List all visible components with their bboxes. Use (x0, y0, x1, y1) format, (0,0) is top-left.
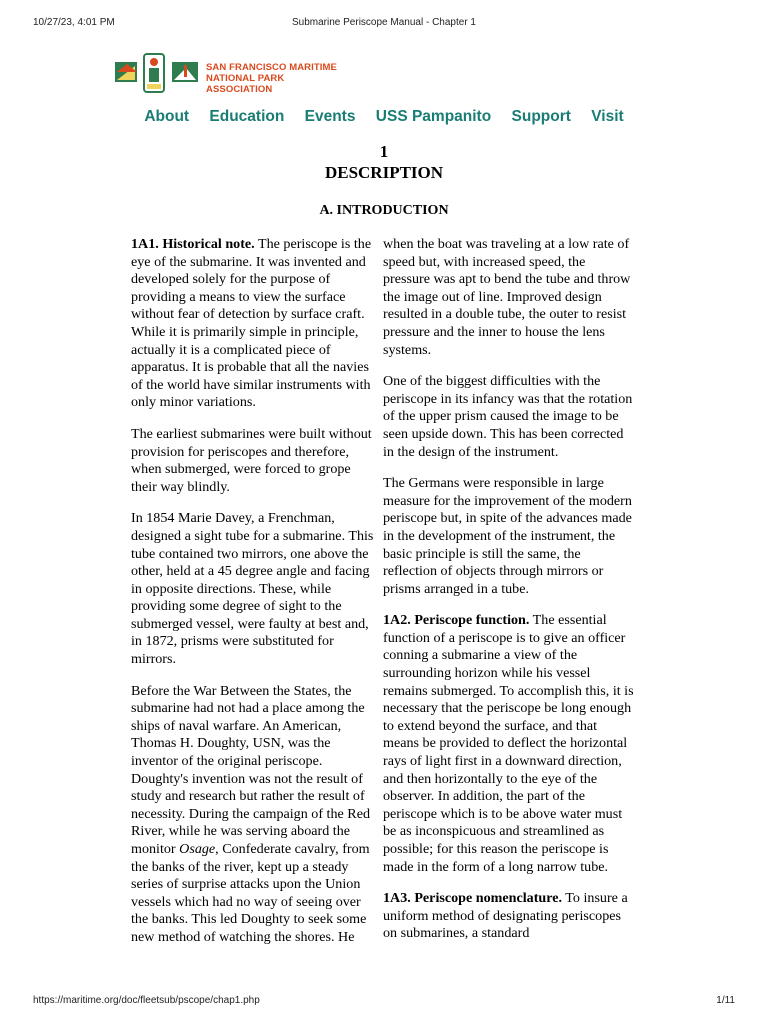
paragraph: The earliest submarines were built without provision for periscopes and therefore, when submerged, were forced to grope their way blindly. (131, 425, 372, 495)
print-header (0, 17, 768, 31)
paragraph-historical-note (131, 236, 377, 412)
chapter-title: DESCRIPTION (324, 163, 444, 182)
paragraph-body: Before the War Between the States, the submarine had not had a place among the ships of naval warfare. An American, Thomas H. Doughty, USN, was the inventor of the original periscope. Doughty's invention was not the result of study and research but rather the result of necessity. During the campaign of the Red River, while he was serving aboard the monitor (131, 682, 371, 857)
main-navigation (0, 108, 768, 126)
paragraph: One of the biggest difficulties with the periscope in its infancy was that the rotation of the upper prism caused the image to be seen upside down. This has been corrected in the design of the instrument. (383, 373, 633, 460)
print-datetime: 10/27/23, 4:01 PM (33, 17, 115, 28)
ship-name: Osage (179, 841, 216, 857)
paragraph-body: To insure a uniform method of designating periscopes on submarines, a standard (383, 890, 628, 942)
logo-text (206, 62, 342, 95)
maritime-logo-icon (112, 52, 204, 94)
site-logo[interactable] (112, 52, 342, 94)
section-title: A. INTRODUCTION (319, 203, 449, 218)
nav-visit[interactable]: Visit (591, 108, 624, 125)
paragraph: The Germans were responsible in large measure for the improvement of the modern periscope but, in spite of the advances made in the development of the instrument, the basic principle is still the same, the reflection of objects through mirrors or prisms arranged in a tube. (383, 475, 632, 597)
paragraph-doughty (131, 683, 377, 947)
nav-education[interactable]: Education (209, 108, 285, 125)
print-document-title: Submarine Periscope Manual - Chapter 1 (292, 17, 476, 28)
right-column (383, 236, 635, 957)
left-column (131, 236, 377, 961)
logo-line-1: SAN FRANCISCO MARITIME (206, 62, 337, 73)
nav-support[interactable]: Support (511, 108, 571, 125)
paragraph-body: The periscope is the eye of the submarine. It was invented and developed solely for the purpose of providing a means to view the surface without fear of detection by surface craft. While it is primarily simple in principle, actually it is a complicated piece of apparatus. It is probable that all the navies of the world have similar instruments with only minor variations. (131, 236, 372, 411)
paragraph-periscope-nomenclature (383, 890, 635, 943)
print-page-number: 1/11 (716, 995, 735, 1006)
paragraph-heading: 1A3. Periscope nomenclature. (383, 890, 563, 907)
paragraph-body: The essential function of a periscope is to give an officer conning a submarine a view of the surrounding horizon while his vessel remains submerged. To accomplish this, it is necessary that the periscope be long enough to extend beyond the surface, and that means be provided to deflect the horizontal rays of light first in a downward direction, and then horizontally to the eye of the observer. In addition, the part of the periscope which is to be above water must be as inconspicuous and streamlined as possible; for this reason the periscope is made in the form of a long narrow tube. (383, 612, 634, 875)
logo-line-2: NATIONAL PARK ASSOCIATION (206, 73, 285, 95)
nav-uss-pampanito[interactable]: USS Pampanito (375, 108, 492, 125)
paragraph: when the boat was traveling at a low rate of speed but, with increased speed, the pressure was apt to bend the tube and throw the image out of line. Improved design resulted in a double tube, the outer to resist pressure and the inner to house the lens systems. (383, 236, 631, 358)
paragraph-periscope-function (383, 612, 635, 876)
paragraph: In 1854 Marie Davey, a Frenchman, designed a sight tube for a submarine. This tube contained two mirrors, one above the other, held at a 45 degree angle and facing in opposite directions. These, while providing some degree of sight to the submerged vessel, were faulty at best and, in 1872, prisms were substituted for mirrors. (131, 510, 374, 668)
nav-events[interactable]: Events (304, 108, 356, 125)
nav-about[interactable]: About (144, 108, 190, 125)
chapter-number: 1 (379, 142, 389, 161)
paragraph-body: , Confederate cavalry, from the banks of the river, kept up a steady series of surprise attacks upon the Union vessels which had no way of seeing over the banks. This led Doughty to seek some new method of watching the shores. He (131, 841, 370, 945)
print-url: https://maritime.org/doc/fleetsub/pscope/chap1.php (33, 995, 260, 1006)
print-footer (0, 995, 768, 1009)
paragraph-heading: 1A2. Periscope function. (383, 612, 530, 629)
paragraph-heading: 1A1. Historical note. (131, 236, 255, 252)
